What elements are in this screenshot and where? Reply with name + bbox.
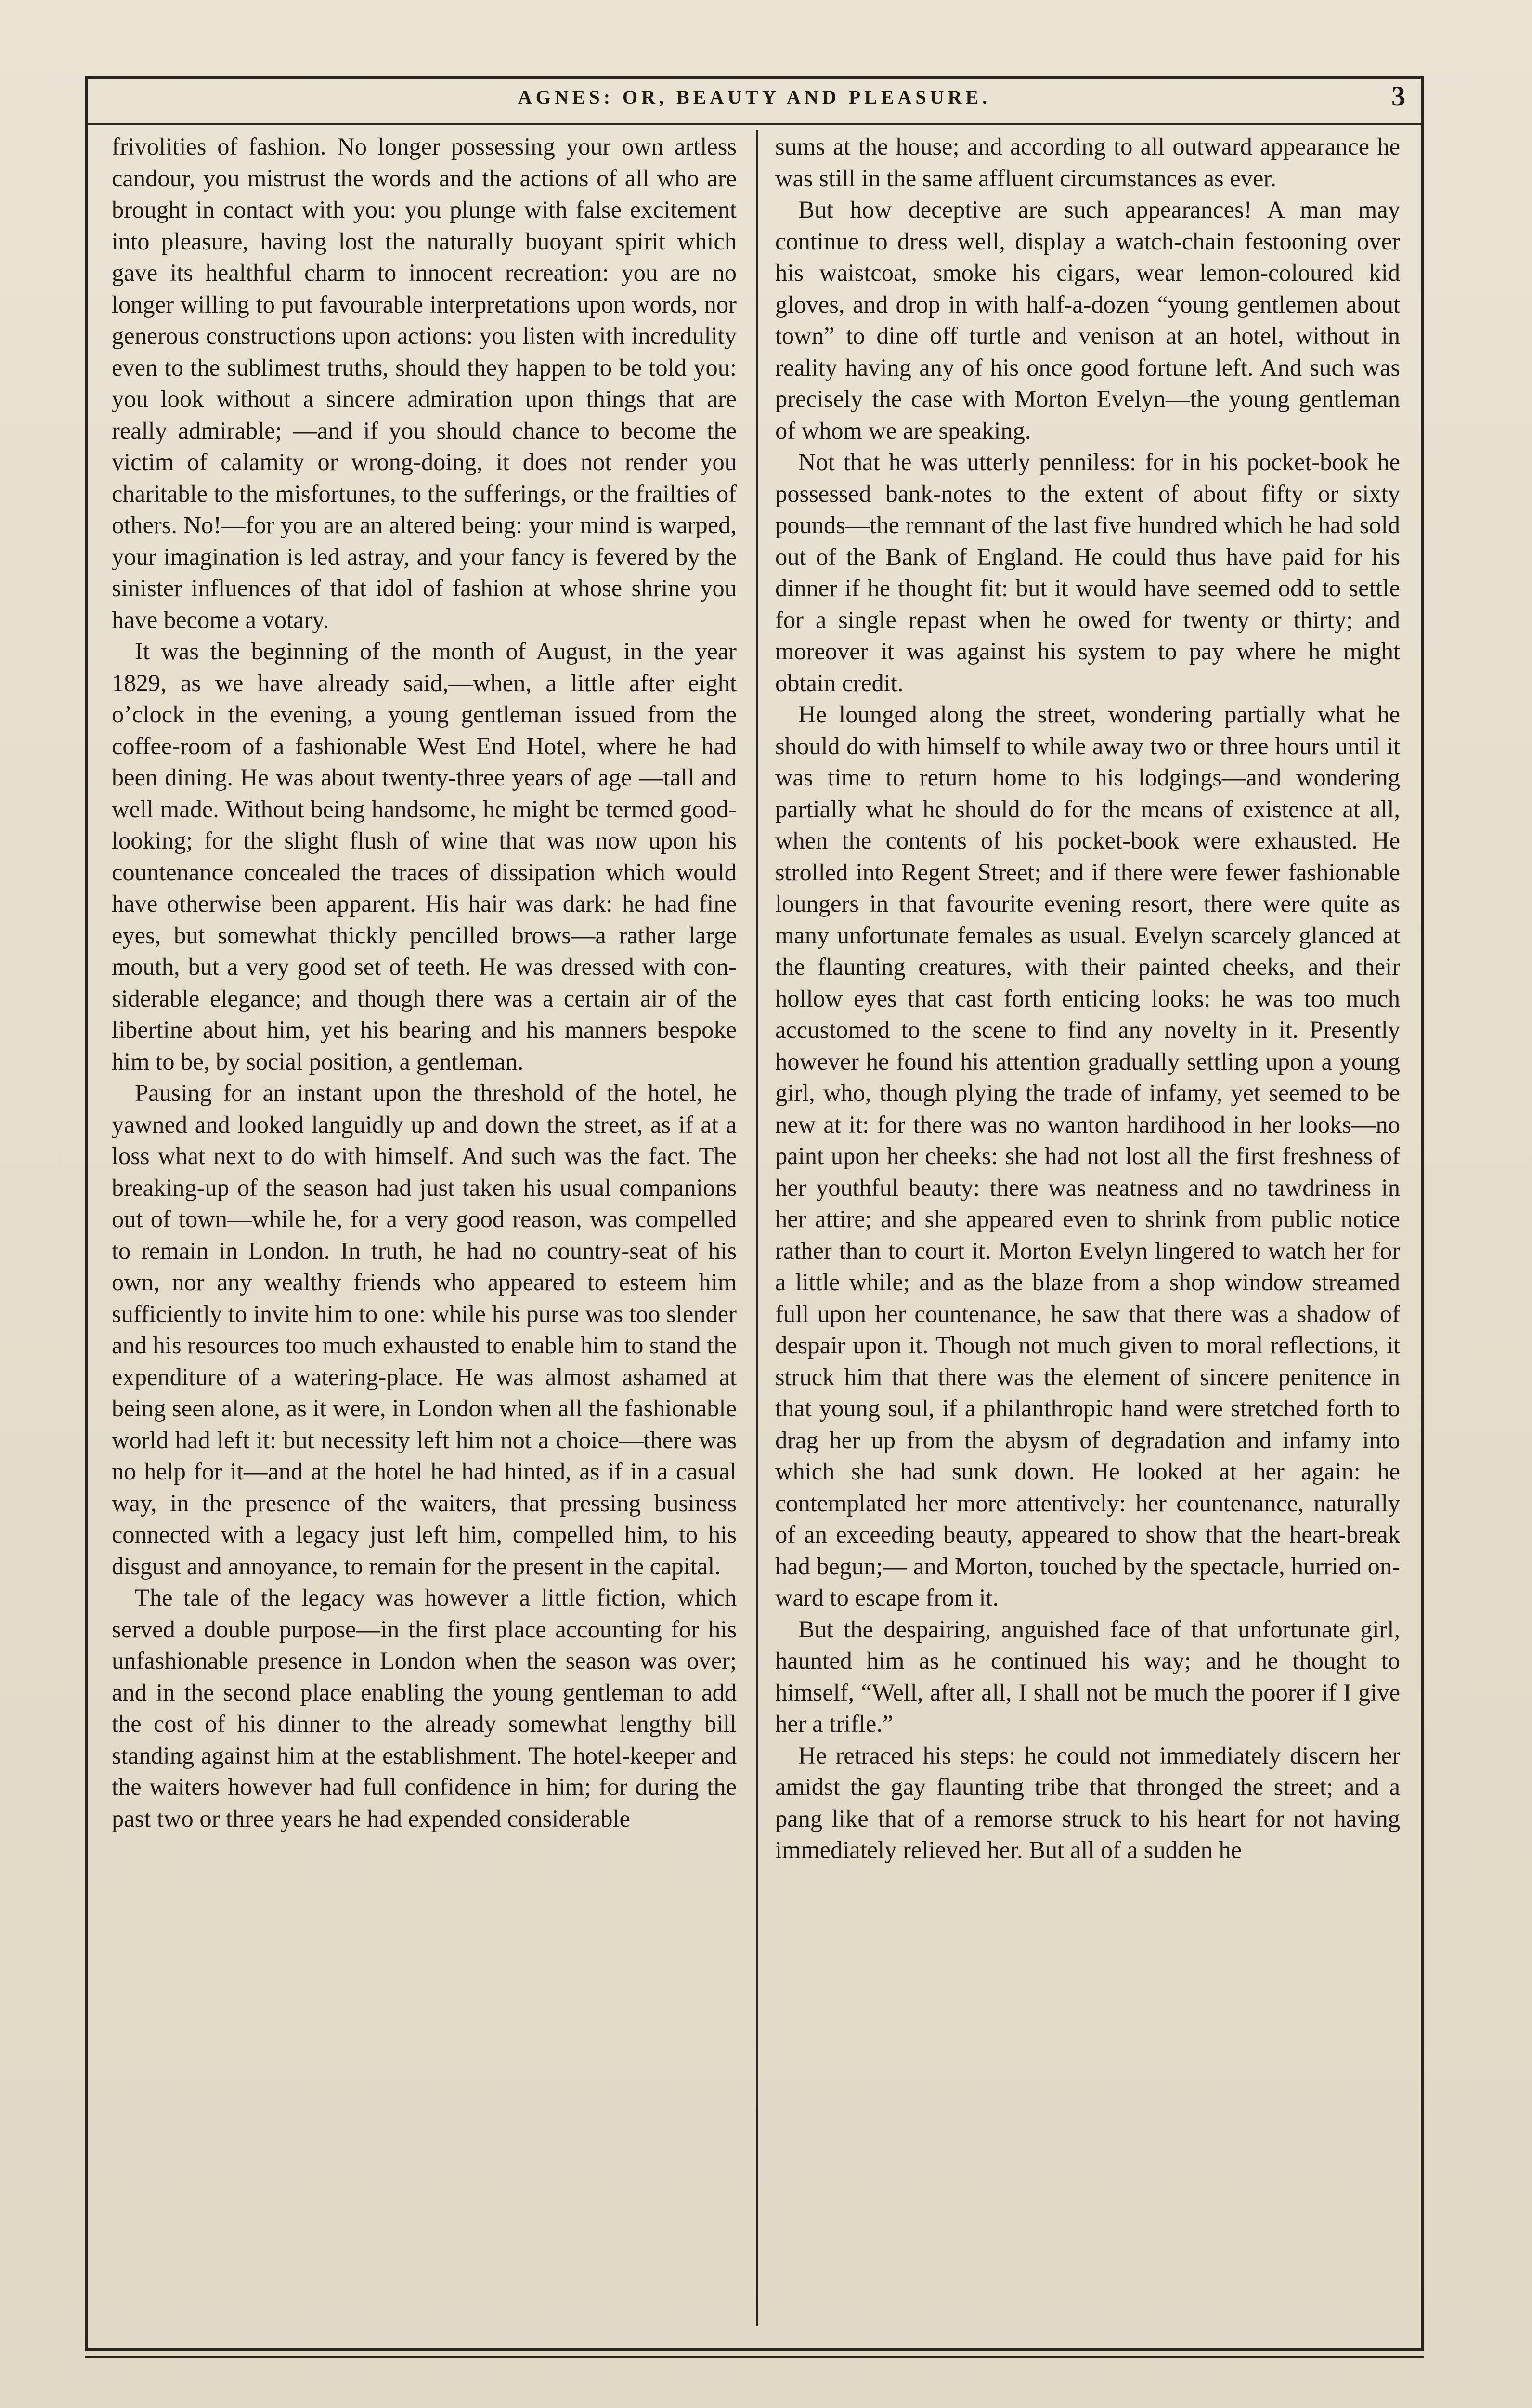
running-title: AGNES: OR, BEAUTY AND PLEASURE. [518, 86, 991, 108]
paragraph: Pausing for an instant upon the threshold of the hotel, he yawned and looked languidly up and down the street, as if at a loss what next to do with himself. And such was the fact. The breaking-up of the season had just taken his usual companions out of town—while he, for a very good reason, was compelled to remain in London. In truth, he had no country-seat of his own, nor any wealthy friends who appeared to esteem him sufficiently to invite him to one: while his purse was too slender and his resources too much exhausted to enable him to stand the expenditure of a watering-place. He was almost ashamed at being seen alone, as it were, in London when all the fashionable world had left it: but necessity left him not a choice—there was no help for it—and at the hotel he had hinted, as if in a casual way, in the presence of the waiters, that pressing business connected with a legacy just left him, compelled him, to his disgust and annoyance, to remain for the present in the capital. [112, 1079, 737, 1580]
header-rule [85, 123, 1424, 125]
bottom-rule-thin [85, 2356, 1424, 2358]
paragraph: frivolities of fashion. No longer possessing your own artless candour, you mistrust the words and the actions of all who are brought in contact with you: you plunge with false excitement into pleasure, having lost the naturally buoyant spirit which gave its healthful charm to innocent recreation: you are no longer willing to put favourable interpretations upon words, nor generous constructions upon actions: you listen with incredulity even to the sublimest truths, should they happen to be told you: you look without a sincere admiration upon things that are really admirable; —and if you should chance to become the victim of calamity or wrong-doing, it does not render you charitable to the misfortunes, to the sufferings, or the frailties of others. No!—for you are an altered being: your mind is warped, your imagination is led astray, and your fancy is fevered by the sinister influences of that idol of fashion at whose shrine you have become a votary. [112, 133, 737, 633]
page-number: 3 [1391, 80, 1405, 112]
bottom-rule [85, 2348, 1424, 2351]
paragraph: But how deceptive are such appearances! A man may continue to dress well, display a watch-chain festooning over his waistcoat, smoke his cigars, wear lemon-coloured kid gloves, and drop in with half-a-dozen “young gentlemen about town” to dine off turtle and venison at an hotel, without in reality having any of his once good fortune left. And such was precisely the case with Morton Evelyn—the young gentleman of whom we are speaking. [775, 196, 1400, 444]
paragraph: It was the beginning of the month of August, in the year 1829, as we have already said,—when, a little after eight o’clock in the evening, a young gentleman issued from the coffee-room of a fashionable West End Hotel, where he had been dining. He was about twenty-three years of age —tall and well made. Without being handsome, he might be termed good-looking; for the slight flush of wine that was now upon his countenance concealed the traces of dissipation which would have otherwise been apparent. His hair was dark: he had fine eyes, but somewhat thickly pencilled brows—a rather large mouth, but a very good set of teeth. He was dressed with considerable elegance; and though there was a certain air of the libertine about him, yet his bearing and his manners bespoke him to be, by social position, a gentleman. [112, 638, 737, 1075]
left-column [112, 131, 737, 2327]
paragraph: He retraced his steps: he could not immediately discern her amidst the gay flaunting tribe that thronged the street; and a pang like that of a remorse struck to his heart for not having immediately relieved her. But all of a sudden he [775, 1741, 1400, 1863]
paragraph: Not that he was utterly penniless: for in his pocket-book he possessed bank-notes to the extent of about fifty or sixty pounds—the remnant of the last five hundred which he had sold out of the Bank of England. He could thus have paid for his dinner if he thought fit: but it would have seemed odd to settle for a single repast when he owed for twenty or thirty; and moreover it was against his system to pay where he might obtain credit. [775, 448, 1400, 696]
paragraph: The tale of the legacy was however a little fiction, which served a double purpose—in the first place accounting for his unfashionable presence in London when the season was over; and in the second place enabling the young gentleman to add the cost of his dinner to the already somewhat lengthy bill standing against him at the establishment. The hotel-keeper and the waiters however had full confidence in him; for during the past two or three years he had expended considerable [112, 1584, 737, 1832]
column-divider [756, 130, 758, 2326]
paragraph: He lounged along the street, wondering partially what he should do with himself to while away two or three hours until it was time to return home to his lodgings—and wondering partially what he should do for the means of existence at all, when the contents of his pocket-book were exhausted. He strolled into Regent Street; and if there were fewer fashionable loungers in that favourite evening resort, there were quite as many unfortunate females as usual. Evelyn scarcely glanced at the flaunting creatures, with their painted cheeks, and their hollow eyes that cast forth enticing looks: he was too much accustomed to the scene to find any novelty in it. Presently however he found his attention gradually settling upon a young girl, who, though plying the trade of infamy, yet seemed to be new at it: for there was no wanton hardihood in her looks—no paint upon her cheeks: she had not lost all the first freshness of her youthful beauty: there was neatness and no tawdriness in her attire; and she appeared even to shrink from public notice rather than to court it. Morton Evelyn lingered to watch her for a little while; and as the blaze from a shop window streamed full upon her countenance, he saw that there was a shadow of despair upon it. Though not much given to moral reflections, it struck him that there was the element of sincere penitence in that young soul, if a philanthropic hand were stretched forth to drag her up from the abysm of degradation and infamy into which she had sunk down. He looked at her again: he contemplated her more attentively: her countenance, naturally of an exceeding beauty, appeared to show that the heart-break had begun;— and Morton, touched by the spectacle, hurried onward to escape from it. [775, 701, 1400, 1611]
page-header [85, 77, 1424, 125]
right-column [775, 131, 1400, 2327]
paragraph: sums at the house; and according to all outward appearance he was still in the same affluent circumstances as ever. [775, 133, 1400, 192]
paragraph: But the despairing, anguished face of that unfortunate girl, haunted him as he continued his way; and he thought to himself, “Well, after all, I shall not be much the poorer if I give her a trifle.” [775, 1615, 1400, 1737]
